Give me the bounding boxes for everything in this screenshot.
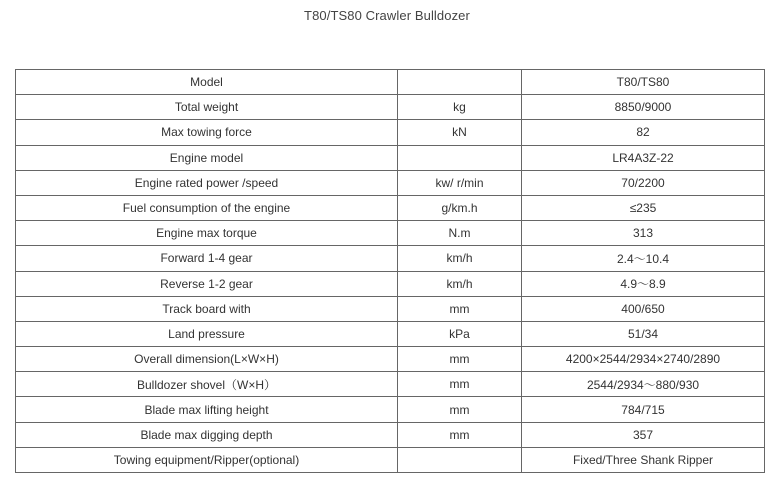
unit-cell: km/h [398,271,522,296]
table-row [16,95,765,120]
spec-table [15,69,765,473]
value-cell: 784/715 [522,397,765,422]
table-row [16,120,765,145]
unit-cell [398,145,522,170]
value-cell: 4200×2544/2934×2740/2890 [522,347,765,372]
page-title: T80/TS80 Crawler Bulldozer [304,8,470,23]
param-cell: Towing equipment/Ripper(optional) [16,447,398,472]
value-cell: 2.4～10.4 [522,246,765,271]
table-row [16,296,765,321]
param-cell: Bulldozer shovel（W×H） [16,372,398,397]
table-row [16,145,765,170]
value-cell: Fixed/Three Shank Ripper [522,447,765,472]
param-cell: Track board with [16,296,398,321]
value-cell: 51/34 [522,321,765,346]
param-cell: Engine rated power /speed [16,170,398,195]
unit-cell: mm [398,372,522,397]
param-cell: Blade max lifting height [16,397,398,422]
unit-cell: kg [398,95,522,120]
unit-cell: km/h [398,246,522,271]
table-row [16,170,765,195]
unit-cell: mm [398,422,522,447]
table-row [16,195,765,220]
table-row [16,372,765,397]
param-cell: Reverse 1-2 gear [16,271,398,296]
value-cell: LR4A3Z-22 [522,145,765,170]
param-cell: Overall dimension(L×W×H) [16,347,398,372]
param-cell: Total weight [16,95,398,120]
unit-cell [398,70,522,95]
value-cell: 8850/9000 [522,95,765,120]
value-cell: 4.9～8.9 [522,271,765,296]
table-row [16,221,765,246]
unit-cell: mm [398,296,522,321]
unit-cell: g/km.h [398,195,522,220]
value-cell: 357 [522,422,765,447]
unit-cell: kPa [398,321,522,346]
value-cell: ≤235 [522,195,765,220]
value-cell: 82 [522,120,765,145]
table-row [16,271,765,296]
unit-cell: kw/ r/min [398,170,522,195]
spec-table-body [16,70,765,473]
unit-cell: mm [398,397,522,422]
unit-cell: N.m [398,221,522,246]
param-cell: Blade max digging depth [16,422,398,447]
table-row [16,397,765,422]
unit-cell: mm [398,347,522,372]
table-row [16,70,765,95]
param-cell: Forward 1-4 gear [16,246,398,271]
param-cell: Fuel consumption of the engine [16,195,398,220]
value-cell: T80/TS80 [522,70,765,95]
unit-cell: kN [398,120,522,145]
table-row [16,246,765,271]
param-cell: Engine model [16,145,398,170]
value-cell: 400/650 [522,296,765,321]
table-row [16,422,765,447]
value-cell: 2544/2934～880/930 [522,372,765,397]
param-cell: Max towing force [16,120,398,145]
param-cell: Engine max torque [16,221,398,246]
param-cell: Model [16,70,398,95]
param-cell: Land pressure [16,321,398,346]
value-cell: 313 [522,221,765,246]
table-row [16,347,765,372]
value-cell: 70/2200 [522,170,765,195]
table-row [16,447,765,472]
unit-cell [398,447,522,472]
table-row [16,321,765,346]
